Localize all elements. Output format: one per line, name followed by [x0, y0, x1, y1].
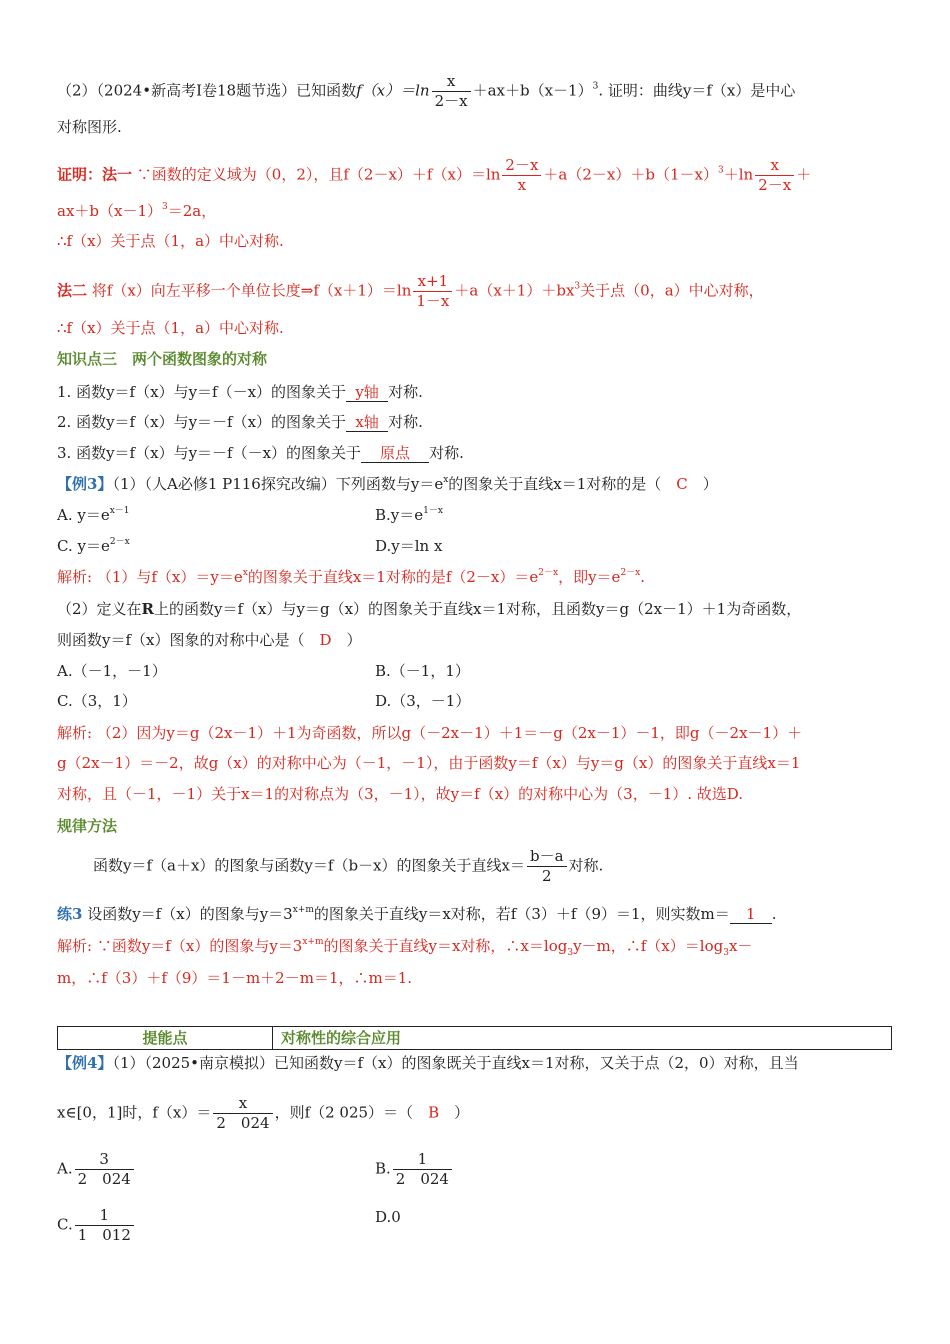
- fraction: [502, 156, 541, 195]
- exponent: 2－x: [109, 537, 130, 547]
- func-expr: f（x）＝ln: [356, 81, 430, 100]
- example-4-q1: [57, 1052, 892, 1074]
- option-b: B.（－1，1）: [375, 662, 470, 680]
- proof-1-line2: [57, 200, 892, 222]
- proof-label: 法二: [57, 281, 88, 300]
- denominator: 2－x: [432, 91, 471, 111]
- fraction: [393, 1150, 452, 1189]
- denominator: x: [502, 175, 541, 195]
- numerator: 1: [417, 1150, 428, 1168]
- option-b-label: B.: [375, 1159, 391, 1178]
- numerator: x+1: [417, 272, 449, 290]
- exponent: 3: [162, 202, 168, 212]
- practice-tag: 练3: [57, 905, 83, 923]
- answer: B: [428, 1103, 440, 1122]
- problem-2-intro: （2）（2024•新高考Ⅰ卷18题节选）已知函数: [57, 81, 357, 100]
- item-text: 对称.: [429, 444, 464, 462]
- denominator: 2 024: [213, 1113, 272, 1133]
- rule-content: 对称.: [568, 856, 604, 875]
- example-3-q2-line2: [57, 629, 892, 651]
- denominator: 2－x: [755, 175, 794, 195]
- exponent: 2－x: [538, 568, 559, 578]
- exponent: x－1: [109, 506, 130, 516]
- fraction: [75, 1206, 134, 1245]
- example-tag: 【例4】: [57, 1054, 113, 1072]
- solution-text: y－m，∴f（x）＝log: [573, 937, 724, 955]
- rule-text: [57, 847, 892, 886]
- exponent: 2－x: [620, 568, 641, 578]
- solution-text: x－: [728, 937, 753, 955]
- practice-3: [57, 903, 892, 925]
- exponent: x: [443, 475, 449, 485]
- table-cell-title: 对称性的综合应用: [281, 1029, 402, 1047]
- problem-2-line1: [57, 72, 892, 111]
- proof-text: ∵函数的定义域为（0，2），且f（2－x）＋f（x）＝ln: [132, 165, 501, 184]
- set-symbol: R: [141, 600, 155, 618]
- denominator: 2 024: [75, 1169, 134, 1189]
- answer: D: [319, 631, 332, 649]
- solution-text: ，即y＝e: [558, 568, 621, 586]
- exponent: x: [242, 568, 248, 578]
- fraction: [432, 72, 471, 111]
- solution-2-line3: 对称，且（－1，－1）关于x＝1的对称点为（3，－1），故y＝f（x）的对称中心为（3，－1）. 故选D.: [57, 785, 744, 803]
- solution-text: ∵函数y＝f（x）的图象与y＝3: [92, 937, 303, 955]
- proof-1-line1: [57, 156, 892, 195]
- solution-2-line1: [57, 722, 892, 744]
- question-text: 上的函数y＝f（x）与y＝g（x）的图象关于直线x＝1对称，且函数y＝g（2x－1）＋1为奇函数，: [154, 600, 802, 618]
- denominator: 2: [527, 866, 567, 886]
- question-text: 则函数y＝f（x）图象的对称中心是（: [57, 631, 320, 649]
- section-table: [57, 1026, 892, 1050]
- item-text: 2. 函数y＝f（x）与y＝－f（x）的图象关于: [57, 413, 347, 431]
- option-d: D.0: [375, 1208, 401, 1226]
- example-3-q2: [57, 598, 892, 620]
- question-text: （1）（人A必修1 P116探究改编）下列函数与y＝e: [112, 475, 444, 493]
- proof-text: ＋ln: [723, 165, 754, 184]
- fraction: [213, 1094, 272, 1133]
- section-title: 规律方法: [57, 817, 118, 835]
- proof-text: ＋a（x＋1）＋bx: [454, 281, 575, 300]
- option-row: [57, 535, 892, 557]
- numerator: b－a: [529, 847, 564, 865]
- blank-answer: 1: [730, 906, 772, 924]
- solution-label: 解析:: [57, 724, 93, 742]
- proof-1-line3: ∴f（x）关于点（1，a）中心对称.: [57, 232, 284, 250]
- solution-1: [57, 566, 892, 588]
- proof-2-line1: [57, 272, 892, 311]
- question-text: ，则f（2 025）＝（: [274, 1103, 429, 1122]
- numerator: x: [238, 1094, 248, 1112]
- expr: . 证明：曲线y＝f（x）是中心: [598, 81, 796, 100]
- section-title: 知识点三 两个函数图象的对称: [57, 350, 268, 368]
- solution-2-line2: g（2x－1）＝－2，故g（x）的对称中心为（－1，－1），由于函数y＝f（x）与y＝g（x）的图象关于直线x＝1: [57, 754, 801, 772]
- blank-answer: 原点: [361, 445, 429, 463]
- exponent: 1－x: [423, 506, 443, 516]
- solution-text: 的图象关于直线x＝1对称的是f（2－x）＝e: [247, 568, 539, 586]
- item-text: 3. 函数y＝f（x）与y＝－f（－x）的图象关于: [57, 444, 362, 462]
- item-text: 1. 函数y＝f（x）与y＝f（－x）的图象关于: [57, 383, 347, 401]
- proof-text: ＋a（2－x）＋b（1－x）: [543, 165, 718, 184]
- expr: ＋ax＋b（x－1）: [472, 81, 593, 100]
- numerator: x: [446, 72, 456, 90]
- question-text: 的图象关于直线y＝x对称，若f（3）＋f（9）＝1，则实数m＝: [313, 905, 730, 923]
- question-text: .: [771, 905, 777, 923]
- solution-text: .: [640, 568, 646, 586]
- exponent: 3: [717, 165, 724, 176]
- blank-answer: y轴: [346, 384, 388, 402]
- item-text: 对称.: [388, 413, 423, 431]
- list-item: [57, 442, 892, 464]
- table-cell-label: 提能点: [58, 1027, 273, 1049]
- numerator: 2－x: [505, 156, 539, 174]
- fraction: [755, 156, 794, 195]
- denominator: 2 024: [393, 1169, 452, 1189]
- proof-2-line2: ∴f（x）关于点（1，a）中心对称.: [57, 319, 284, 337]
- question-text: （2）定义在: [57, 600, 142, 618]
- blank-answer: x轴: [346, 414, 388, 432]
- proof-text: 将f（x）向左平移一个单位长度⇒f（x＋1）＝ln: [87, 281, 412, 300]
- fraction: [75, 1150, 134, 1189]
- option-b-text: B.y＝e: [375, 506, 424, 524]
- denominator: 1 012: [75, 1225, 134, 1245]
- option-row: [57, 504, 892, 526]
- exponent: x+m: [302, 937, 324, 947]
- fraction: [413, 272, 452, 311]
- rule-content: 函数y＝f（a＋x）的图象与函数y＝f（b－x）的图象关于直线x＝: [93, 856, 525, 875]
- proof-text: 关于点（0，a）中心对称，: [580, 281, 764, 300]
- problem-2-line2: 对称图形.: [57, 118, 122, 136]
- subscript: 3: [567, 948, 574, 958]
- question-text: 的图象关于直线x＝1对称的是（: [448, 475, 677, 493]
- proof-text: ＝2a，: [167, 202, 217, 220]
- option-a: A. y＝e: [57, 506, 110, 524]
- question-text: ）: [331, 631, 362, 649]
- numerator: 3: [99, 1150, 109, 1168]
- fraction: [527, 847, 567, 886]
- proof-label: 证明：法一: [57, 165, 133, 184]
- solution-text: （2）因为y＝g（2x－1）＋1为奇函数，所以g（－2x－1）＋1＝－g（2x－1）－1，即g（－2x－1）＋: [92, 724, 803, 742]
- exponent: x+m: [292, 905, 314, 915]
- solution-label: 解析:: [57, 568, 93, 586]
- option-a: A.: [57, 1159, 73, 1178]
- answer: C: [676, 475, 688, 493]
- option-b: [375, 1150, 454, 1189]
- practice-3-solution-line2: m，∴f（3）＋f（9）＝1－m＋2－m＝1，∴m＝1.: [57, 969, 413, 987]
- option-row: [57, 1150, 892, 1189]
- numerator: x: [770, 156, 779, 174]
- question-text: ）: [687, 475, 718, 493]
- option-c: C.（3，1）: [57, 692, 137, 710]
- option-row: [57, 690, 892, 712]
- exponent: 3: [592, 81, 599, 92]
- practice-3-solution: [57, 935, 892, 957]
- proof-text: ＋: [796, 165, 812, 184]
- question-text: （1）（2025•南京模拟）已知函数y＝f（x）的图象既关于直线x＝1对称，又关于点（2，0）对称，且当: [112, 1054, 799, 1072]
- option-d: D.y＝ln x: [375, 537, 443, 555]
- option-row: [57, 1206, 892, 1245]
- solution-text: （1）与f（x）＝y＝e: [92, 568, 243, 586]
- option-c: C. y＝e: [57, 537, 110, 555]
- question-text: ）: [439, 1103, 470, 1122]
- question-text: x∈[0，1]时，f（x）＝: [57, 1103, 212, 1122]
- example-3-q1: [57, 473, 892, 495]
- item-text: 对称.: [388, 383, 423, 401]
- option-d: D.（3，－1）: [375, 692, 471, 710]
- option-row: [57, 660, 892, 682]
- subscript: 3: [723, 948, 729, 958]
- option-a: A.（－1，－1）: [57, 662, 167, 680]
- list-item: [57, 411, 892, 433]
- denominator: 1－x: [413, 291, 452, 311]
- solution-text: 的图象关于直线y＝x对称，∴x＝log: [323, 937, 568, 955]
- proof-text: ax＋b（x－1）: [57, 202, 163, 220]
- question-text: 设函数y＝f（x）的图象与y＝3: [82, 905, 293, 923]
- example-tag: 【例3】: [57, 475, 113, 493]
- example-4-q1-line2: [57, 1094, 892, 1133]
- option-b: [375, 504, 443, 526]
- numerator: 1: [99, 1206, 110, 1224]
- option-c: C.: [57, 1215, 73, 1234]
- list-item: [57, 381, 892, 403]
- exponent: 3: [574, 281, 581, 292]
- solution-label: 解析:: [57, 937, 93, 955]
